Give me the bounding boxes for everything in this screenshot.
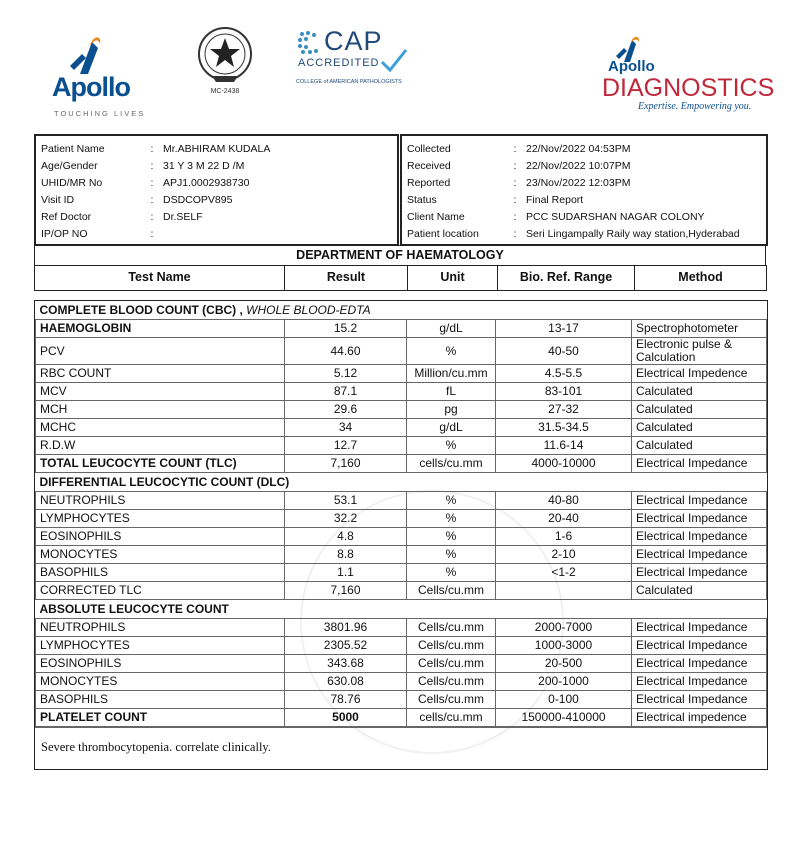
range-cell xyxy=(496,582,632,600)
test-name-cell: BASOPHILS xyxy=(36,564,285,582)
method-cell: Calculated xyxy=(632,401,767,419)
method-cell: Spectrophotometer xyxy=(632,320,767,338)
diagnostics-apollo-word: Apollo xyxy=(608,58,655,75)
method-cell: Electrical Impedance xyxy=(632,619,767,637)
col-range: Bio. Ref. Range xyxy=(497,266,634,290)
result-row xyxy=(36,365,767,383)
cap-subtitle: COLLEGE of AMERICAN PATHOLOGISTS xyxy=(296,79,402,85)
range-cell: 0-100 xyxy=(496,691,632,709)
patient-info-label: Age/Gender xyxy=(41,159,98,172)
report-info-label: Reported xyxy=(407,176,451,189)
result-cell: 8.8 xyxy=(285,546,407,564)
result-row xyxy=(36,582,767,600)
report-info-box xyxy=(400,134,768,246)
patient-info-row xyxy=(36,157,270,174)
unit-cell: g/dL xyxy=(407,419,496,437)
result-cell: 53.1 xyxy=(285,492,407,510)
unit-cell: Cells/cu.mm xyxy=(407,619,496,637)
result-cell: 12.7 xyxy=(285,437,407,455)
results-panel xyxy=(34,300,768,770)
range-cell: 83-101 xyxy=(496,383,632,401)
method-cell: Electrical Impedance xyxy=(632,492,767,510)
range-cell: 1-6 xyxy=(496,528,632,546)
result-cell: 7,160 xyxy=(285,582,407,600)
colon-separator: : xyxy=(150,210,154,223)
result-row xyxy=(36,419,767,437)
range-cell: 4000-10000 xyxy=(496,455,632,473)
patient-info-label: UHID/MR No xyxy=(41,176,103,189)
colon-separator: : xyxy=(513,159,517,172)
report-info-row xyxy=(402,157,740,174)
patient-info-box xyxy=(34,134,399,246)
method-cell: Electrical Impedance xyxy=(632,691,767,709)
section-title: DIFFERENTIAL LEUCOCYTIC COUNT (DLC) xyxy=(39,474,290,489)
result-cell: 1.1 xyxy=(285,564,407,582)
clinical-remark: Severe thrombocytopenia. correlate clinically. xyxy=(35,727,767,769)
patient-info-value: Mr.ABHIRAM KUDALA xyxy=(163,142,271,155)
test-name-cell: NEUTROPHILS xyxy=(36,619,285,637)
range-cell: 20-500 xyxy=(496,655,632,673)
report-info-value: 23/Nov/2022 12:03PM xyxy=(526,176,631,189)
cbc-section-row xyxy=(36,301,767,320)
unit-cell: Cells/cu.mm xyxy=(407,655,496,673)
range-cell: 4.5-5.5 xyxy=(496,365,632,383)
result-row xyxy=(36,673,767,691)
range-cell: 31.5-34.5 xyxy=(496,419,632,437)
apollo-logo xyxy=(48,32,158,120)
unit-cell: Cells/cu.mm xyxy=(407,691,496,709)
test-name-cell: LYMPHOCYTES xyxy=(36,637,285,655)
unit-cell: Cells/cu.mm xyxy=(407,673,496,691)
seal-code: MC-2438 xyxy=(210,88,240,95)
result-row xyxy=(36,564,767,582)
unit-cell: % xyxy=(407,564,496,582)
result-cell: 7,160 xyxy=(285,455,407,473)
unit-cell: % xyxy=(407,510,496,528)
checkmark-icon xyxy=(380,48,408,74)
result-cell: 44.60 xyxy=(285,338,407,365)
test-name-cell: NEUTROPHILS xyxy=(36,492,285,510)
colon-separator: : xyxy=(150,176,154,189)
patient-info-value: DSDCOPV895 xyxy=(163,193,233,206)
result-cell: 343.68 xyxy=(285,655,407,673)
test-name-cell: PLATELET COUNT xyxy=(36,709,285,727)
results-table xyxy=(35,301,767,727)
colon-separator: : xyxy=(150,142,154,155)
range-cell: 2-10 xyxy=(496,546,632,564)
method-cell: Electrical Impedance xyxy=(632,655,767,673)
patient-info-row xyxy=(36,225,270,242)
result-cell: 5.12 xyxy=(285,365,407,383)
cap-dots-icon xyxy=(296,30,322,56)
range-cell: 40-80 xyxy=(496,492,632,510)
unit-cell: g/dL xyxy=(407,320,496,338)
result-row xyxy=(36,338,767,365)
apollo-tagline: TOUCHING LIVES xyxy=(54,109,146,118)
result-row xyxy=(36,691,767,709)
result-row xyxy=(36,383,767,401)
result-row xyxy=(36,655,767,673)
report-info-label: Patient location xyxy=(407,227,479,240)
range-cell: 20-40 xyxy=(496,510,632,528)
report-info-value: 22/Nov/2022 04:53PM xyxy=(526,142,631,155)
test-name-cell: EOSINOPHILS xyxy=(36,655,285,673)
test-name-cell: HAEMOGLOBIN xyxy=(36,320,285,338)
method-cell: Electrical Impedance xyxy=(632,673,767,691)
test-name-cell: CORRECTED TLC xyxy=(36,582,285,600)
report-info-value: Final Report xyxy=(526,193,584,206)
test-name-cell: MCH xyxy=(36,401,285,419)
result-row xyxy=(36,455,767,473)
accreditation-seal xyxy=(190,24,260,98)
report-info-row xyxy=(402,174,740,191)
method-cell: Calculated xyxy=(632,437,767,455)
report-info-row xyxy=(402,225,740,242)
range-cell: 1000-3000 xyxy=(496,637,632,655)
test-name-cell: EOSINOPHILS xyxy=(36,528,285,546)
method-cell: Calculated xyxy=(632,383,767,401)
cap-logo xyxy=(296,26,411,92)
patient-info-table xyxy=(36,140,270,242)
method-cell: Calculated xyxy=(632,582,767,600)
result-cell: 29.6 xyxy=(285,401,407,419)
test-name-cell: R.D.W xyxy=(36,437,285,455)
report-info-row xyxy=(402,140,740,157)
report-info-label: Collected xyxy=(407,142,451,155)
column-header-row xyxy=(34,265,767,291)
patient-info-value: APJ1.0002938730 xyxy=(163,176,250,189)
report-info-value: PCC SUDARSHAN NAGAR COLONY xyxy=(526,210,705,223)
apollo-emblem-icon xyxy=(62,32,108,76)
range-cell: 40-50 xyxy=(496,338,632,365)
range-cell: 200-1000 xyxy=(496,673,632,691)
result-row xyxy=(36,709,767,727)
method-cell: Calculated xyxy=(632,419,767,437)
result-cell: 2305.52 xyxy=(285,637,407,655)
department-title: DEPARTMENT OF HAEMATOLOGY xyxy=(34,245,766,265)
test-name-cell: PCV xyxy=(36,338,285,365)
colon-separator: : xyxy=(513,227,517,240)
range-cell: 2000-7000 xyxy=(496,619,632,637)
cap-accredited: ACCREDITED xyxy=(298,57,380,69)
report-info-row xyxy=(402,191,740,208)
apollo-wordmark: Apollo xyxy=(52,72,130,102)
report-info-label: Client Name xyxy=(407,210,465,223)
patient-info-value xyxy=(158,225,270,242)
unit-cell: % xyxy=(407,338,496,365)
test-name-cell: MONOCYTES xyxy=(36,546,285,564)
report-info-label: Status xyxy=(407,193,437,206)
test-name-cell: RBC COUNT xyxy=(36,365,285,383)
colon-separator: : xyxy=(513,210,517,223)
range-cell: 13-17 xyxy=(496,320,632,338)
method-cell: Electrical Impedance xyxy=(632,455,767,473)
unit-cell: fL xyxy=(407,383,496,401)
col-method: Method xyxy=(634,266,766,290)
patient-info-value: Dr.SELF xyxy=(163,210,203,223)
result-cell: 3801.96 xyxy=(285,619,407,637)
cap-title: CAP xyxy=(324,26,383,56)
test-name-cell: MONOCYTES xyxy=(36,673,285,691)
colon-separator: : xyxy=(150,159,154,172)
method-cell: Electrical Impedance xyxy=(632,637,767,655)
result-row xyxy=(36,492,767,510)
report-info-value: Seri Lingampally Raily way station,Hyderabad xyxy=(526,227,740,240)
section-header-row xyxy=(36,473,767,492)
colon-separator: : xyxy=(150,227,154,240)
colon-separator: : xyxy=(150,193,154,206)
result-cell: 32.2 xyxy=(285,510,407,528)
patient-info-row xyxy=(36,174,270,191)
test-name-cell: TOTAL LEUCOCYTE COUNT (TLC) xyxy=(36,455,285,473)
result-cell: 15.2 xyxy=(285,320,407,338)
diagnostics-word: DIAGNOSTICS xyxy=(602,74,775,102)
result-row xyxy=(36,510,767,528)
result-row xyxy=(36,546,767,564)
unit-cell: Million/cu.mm xyxy=(407,365,496,383)
colon-separator: : xyxy=(513,142,517,155)
result-row xyxy=(36,437,767,455)
result-cell: 5000 xyxy=(285,709,407,727)
method-cell: Electrical Impedance xyxy=(632,510,767,528)
col-result: Result xyxy=(284,266,407,290)
colon-separator: : xyxy=(513,193,517,206)
test-name-cell: MCV xyxy=(36,383,285,401)
unit-cell: pg xyxy=(407,401,496,419)
method-cell: Electronic pulse & Calculation xyxy=(632,338,767,365)
result-cell: 4.8 xyxy=(285,528,407,546)
unit-cell: % xyxy=(407,528,496,546)
unit-cell: % xyxy=(407,492,496,510)
patient-info-row xyxy=(36,140,270,157)
result-cell: 78.76 xyxy=(285,691,407,709)
result-row xyxy=(36,637,767,655)
method-cell: Electrical Impedance xyxy=(632,564,767,582)
patient-info-label: Patient Name xyxy=(41,142,105,155)
unit-cell: % xyxy=(407,546,496,564)
section-title: ABSOLUTE LEUCOCYTE COUNT xyxy=(39,601,229,616)
test-name-cell: LYMPHOCYTES xyxy=(36,510,285,528)
diagnostics-tagline: Expertise. Empowering you. xyxy=(638,101,752,112)
patient-info-row xyxy=(36,208,270,225)
colon-separator: : xyxy=(513,176,517,189)
col-unit: Unit xyxy=(407,266,497,290)
report-info-value: 22/Nov/2022 10:07PM xyxy=(526,159,631,172)
col-test-name: Test Name xyxy=(128,270,191,284)
seal-icon xyxy=(190,24,260,88)
unit-cell: cells/cu.mm xyxy=(407,455,496,473)
result-row xyxy=(36,619,767,637)
patient-info-value: 31 Y 3 M 22 D /M xyxy=(163,159,245,172)
range-cell: <1-2 xyxy=(496,564,632,582)
range-cell: 150000-410000 xyxy=(496,709,632,727)
test-name-cell: MCHC xyxy=(36,419,285,437)
result-row xyxy=(36,401,767,419)
result-cell: 87.1 xyxy=(285,383,407,401)
apollo-diagnostics-logo xyxy=(600,34,775,114)
result-row xyxy=(36,320,767,338)
method-cell: Electrical Impedance xyxy=(632,528,767,546)
unit-cell: Cells/cu.mm xyxy=(407,582,496,600)
patient-info-row xyxy=(36,191,270,208)
unit-cell: % xyxy=(407,437,496,455)
patient-info-label: Ref Doctor xyxy=(41,210,92,223)
section-header-row xyxy=(36,600,767,619)
test-name-cell: BASOPHILS xyxy=(36,691,285,709)
result-row xyxy=(36,528,767,546)
unit-cell: Cells/cu.mm xyxy=(407,637,496,655)
method-cell: Electrical impedence xyxy=(632,709,767,727)
cbc-specimen: WHOLE BLOOD-EDTA xyxy=(246,302,371,317)
unit-cell: cells/cu.mm xyxy=(407,709,496,727)
method-cell: Electrical Impedance xyxy=(632,546,767,564)
report-info-table xyxy=(402,140,740,242)
patient-info-label: Visit ID xyxy=(41,193,75,206)
range-cell: 11.6-14 xyxy=(496,437,632,455)
report-info-label: Received xyxy=(407,159,451,172)
cbc-title: COMPLETE BLOOD COUNT (CBC) , xyxy=(39,302,243,317)
report-info-row xyxy=(402,208,740,225)
range-cell: 27-32 xyxy=(496,401,632,419)
result-cell: 630.08 xyxy=(285,673,407,691)
patient-info-label: IP/OP NO xyxy=(41,227,88,240)
result-cell: 34 xyxy=(285,419,407,437)
method-cell: Electrical Impedence xyxy=(632,365,767,383)
